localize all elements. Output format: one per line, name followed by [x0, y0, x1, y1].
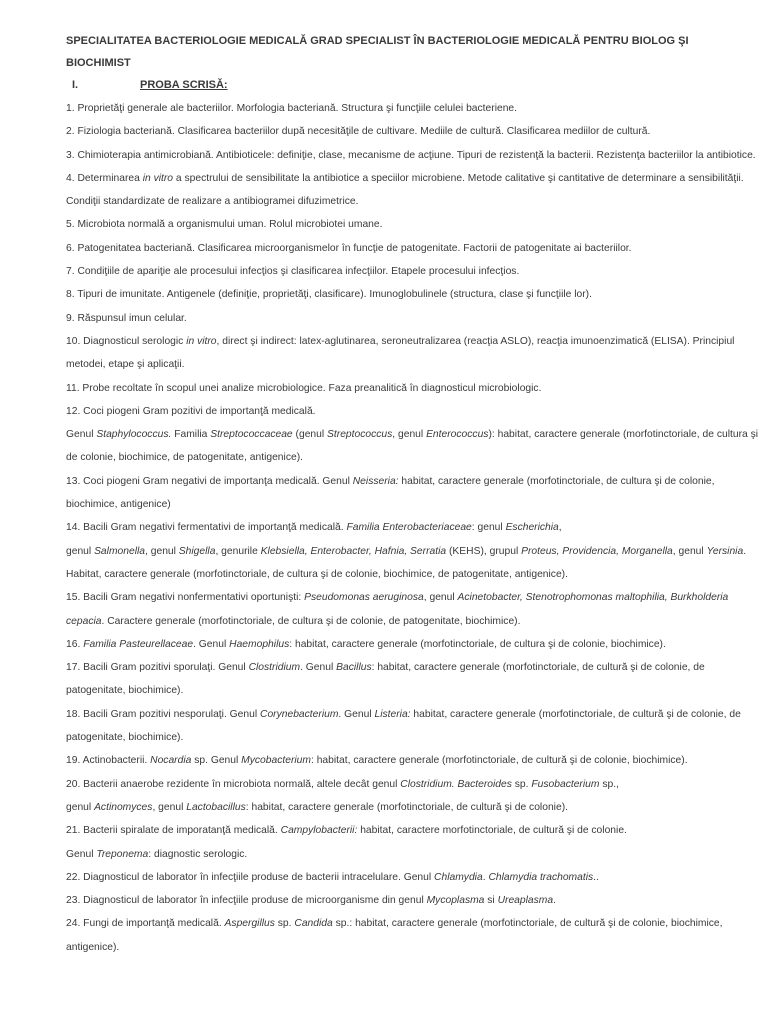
document-title: SPECIALITATEA BACTERIOLOGIE MEDICALĂ GRAD SPECIALIST ÎN BACTERIOLOGIE MEDICALĂ PENTRU BIOLOG ŞI BIOCHIMIST — [66, 35, 689, 69]
topic-item: 23. Diagnosticul de laborator în infecţiile produse de microorganisme din genul Mycoplasma si Ureaplasma. — [66, 895, 556, 907]
topic-item: 20. Bacterii anaerobe rezidente în microbiota normală, altele decât genul Clostridium. Bacteroides sp. Fusobacterium sp., genul Actinomyces, genul Lactobacillus: habitat, caractere generale (morfotinctoriale, de cultură şi de colonie). — [66, 778, 619, 813]
topic-item: 5. Microbiota normală a organismului uman. Rolul microbiotei umane. — [66, 219, 383, 231]
topic-item: 21. Bacterii spiralate de imporatanţă medicală. Campylobacterii: habitat, caractere morfotinctoriale, de cultură şi de colonie. Genul Treponema: diagnostic serologic. — [66, 825, 627, 860]
topic-item: 4. Determinarea in vitro a spectrului de sensibilitate la antibiotice a speciilor microbiene. Metode calitative şi cantitative de determinare a sensibilităţii. Condiţii standardizate de realizare a antibiogramei difuzimetrice. — [66, 172, 744, 208]
topic-item: 9. Răspunsul imun celular. — [66, 312, 187, 324]
topic-item: 14. Bacili Gram negativi fermentativi de importanţă medicală. Familia Enterobacteriaceae: genul Escherichia, genul Salmonella, genul Shigella, genurile Klebsiella, Enterobacter, Hafnia, Serratia (KEHS), grupul Proteus, Providencia, Morganella, genul Yersinia. Habitat, caractere generale (morfotinctoriale, de cultura şi de colonie, biochimice, de patogenitate, antigenice). — [66, 522, 747, 580]
topic-item: 8. Tipuri de imunitate. Antigenele (definiţie, proprietăţi, clasificare). Imunoglobulinele (structura, clase şi funcţiile lor). — [66, 289, 592, 301]
topic-list — [66, 97, 768, 959]
topic-item: 3. Chimioterapia antimicrobiană. Antibioticele: definiţie, clase, mecanisme de acţiune. Tipuri de rezistenţă la bacterii. Rezistenţa bacteriilor la antibiotice. — [66, 149, 756, 161]
topic-item: 12. Coci piogeni Gram pozitivi de importanţă medicală. Genul Staphylococcus. Familia Streptococcaceae (genul Streptococcus, genul Enterococcus): habitat, caractere generale (morfotinctoriale, de cultura şi de colonie, biochimice, de patogenitate, antigenice). — [66, 405, 759, 464]
topic-item: 10. Diagnosticul serologic in vitro, direct şi indirect: latex-aglutinarea, seroneutralizarea (reacţia ASLO), reacţia imunoenzimatică (ELISA). Principiul metodei, etape şi aplicaţii. — [66, 335, 735, 371]
topic-item: 24. Fungi de importanţă medicală. Aspergillus sp. Candida sp.: habitat, caractere generale (morfotinctoriale, de cultură şi de colonie, biochimice, antigenice). — [66, 918, 723, 953]
topic-item: 22. Diagnosticul de laborator în infecţiile produse de bacterii intracelulare. Genul Chlamydia. Chlamydia trachomatis.. — [66, 871, 599, 883]
topic-item: 15. Bacili Gram negativi nonfermentativi oportunişti: Pseudomonas aeruginosa, genul Acinetobacter, Stenotrophomonas maltophilia, Burkholderia cepacia. Caractere generale (morfotinctoriale, de cultura şi de colonie, de patogenitate, biochimice). — [66, 592, 729, 627]
topic-item: 7. Condiţiile de apariţie ale procesului infecţios şi clasificarea infecţiilor. Etapele procesului infecţios. — [66, 266, 520, 278]
section-heading: PROBA SCRISĂ: — [140, 79, 228, 91]
topic-item: 2. Fiziologia bacteriană. Clasificarea bacteriilor după necesităţile de cultivare. Mediile de cultură. Clasificarea mediilor de cultură. — [66, 126, 651, 138]
topic-item: 17. Bacili Gram pozitivi sporulaţi. Genul Clostridium. Genul Bacillus: habitat, caractere generale (morfotinctoriale, de cultură şi de colonie, de patogenitate, biochimice). — [66, 662, 705, 697]
topic-item: 6. Patogenitatea bacteriană. Clasificarea microorganismelor în funcţie de patogenitate. Factorii de patogenitate ai bacteriilor. — [66, 242, 632, 254]
section-heading-row — [72, 74, 768, 96]
topic-item: 16. Familia Pasteurellaceae. Genul Haemophilus: habitat, caractere generale (morfotinctoriale, de cultura şi de colonie, biochimice). — [66, 638, 666, 650]
topic-item: 19. Actinobacterii. Nocardia sp. Genul Mycobacterium: habitat, caractere generale (morfotinctoriale, de cultură şi de colonie, biochimice). — [66, 755, 688, 767]
section-number: I. — [72, 79, 79, 91]
topic-item: 18. Bacili Gram pozitivi nesporulaţi. Genul Corynebacterium. Genul Listeria: habitat, caractere generale (morfotinctoriale, de cultură şi de colonie, de patogenitate, biochimice). — [66, 708, 741, 744]
topic-item: 1. Proprietăţi generale ale bacteriilor. Morfologia bacteriană. Structura şi funcţiile celulei bacteriene. — [66, 103, 518, 114]
topic-item: 13. Coci piogeni Gram negativi de importanţa medicală. Genul Neisseria: habitat, caractere generale (morfotinctoriale, de cultura şi de colonie, biochimice, antigenice) — [66, 475, 715, 511]
topic-item: 11. Probe recoltate în scopul unei analize microbiologice. Faza preanalitică în diagnosticul microbiologic. — [66, 382, 542, 394]
